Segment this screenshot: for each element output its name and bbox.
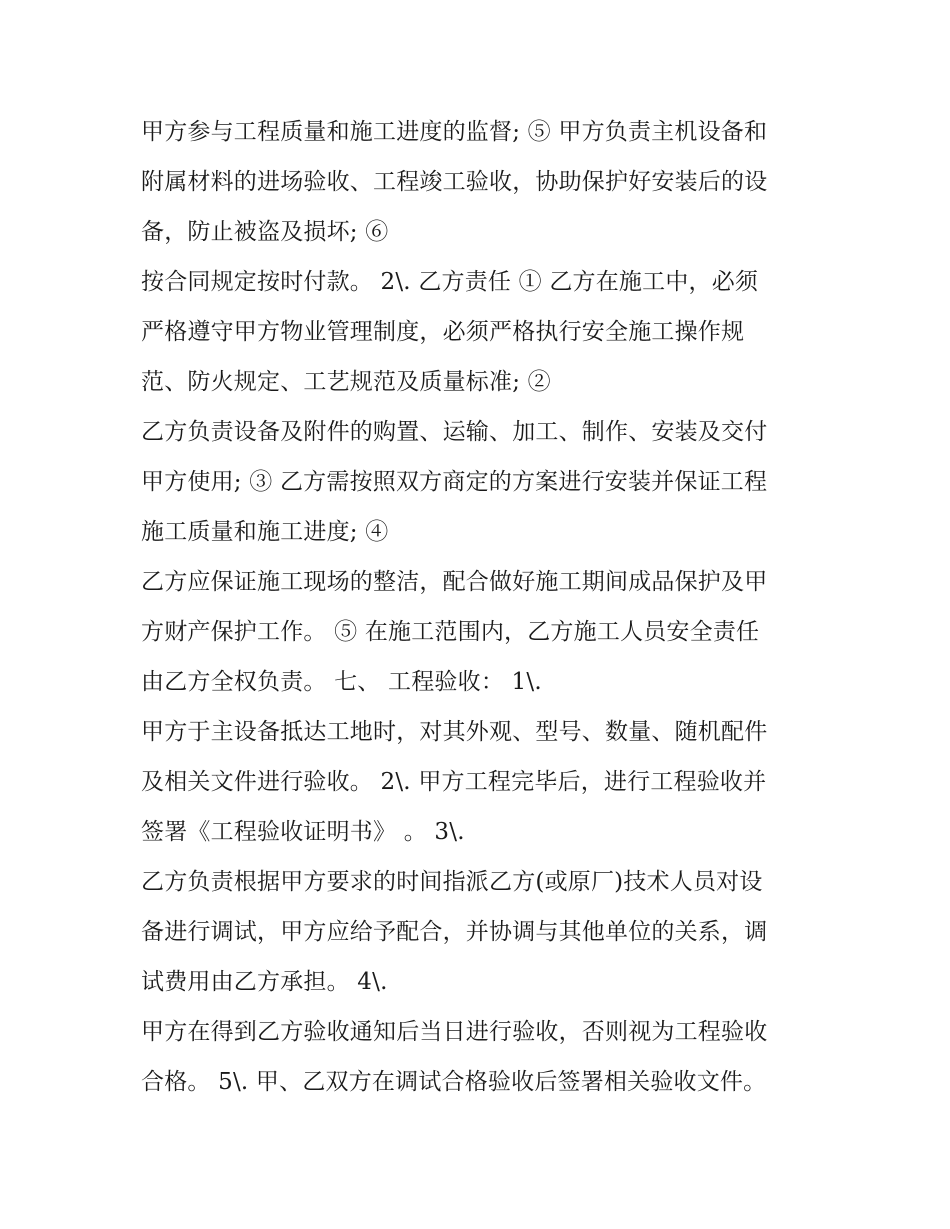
- text-line: 施工质量和施工进度; ④: [141, 519, 389, 545]
- text-line: 签署《工程验收证明书》 。 3\.: [141, 819, 465, 845]
- text-line: 备进行调试，甲方应给予配合，并协调与其他单位的关系，调: [141, 919, 768, 945]
- document-body: [141, 107, 831, 1107]
- text-line: 甲方在得到乙方验收通知后当日进行验收，否则视为工程验收: [141, 1019, 768, 1045]
- text-line: 甲方使用; ③ 乙方需按照双方商定的方案进行安装并保证工程: [141, 469, 768, 495]
- text-line: 由乙方全权负责。 七、 工程验收： 1\.: [141, 669, 542, 695]
- text-line: 按合同规定按时付款。 2\. 乙方责任 ① 乙方在施工中，必须: [141, 269, 759, 295]
- text-line: 合格。 5\. 甲、乙双方在调试合格验收后签署相关验收文件。: [141, 1069, 767, 1095]
- text-line: 严格遵守甲方物业管理制度，必须严格执行安全施工操作规: [141, 319, 745, 345]
- text-line: 乙方负责根据甲方要求的时间指派乙方(或原厂)技术人员对设: [141, 869, 763, 895]
- text-line: 乙方应保证施工现场的整洁，配合做好施工期间成品保护及甲: [141, 569, 768, 595]
- text-line: 方财产保护工作。 ⑤ 在施工范围内，乙方施工人员安全责任: [141, 619, 760, 645]
- text-line: 试费用由乙方承担。 4\.: [141, 969, 388, 995]
- text-line: 甲方参与工程质量和施工进度的监督; ⑤ 甲方负责主机设备和: [141, 119, 768, 145]
- text-line: 及相关文件进行验收。 2\. 甲方工程完毕后，进行工程验收并: [141, 769, 767, 795]
- text-line: 附属材料的进场验收、工程竣工验收，协助保护好安装后的设: [141, 169, 768, 195]
- text-line: 备，防止被盗及损坏; ⑥: [141, 219, 389, 245]
- text-line: 范、防火规定、工艺规范及质量标准; ②: [141, 369, 551, 395]
- text-line: 甲方于主设备抵达工地时，对其外观、型号、数量、随机配件: [141, 719, 768, 745]
- text-line: 乙方负责设备及附件的购置、运输、加工、制作、安装及交付: [141, 419, 768, 445]
